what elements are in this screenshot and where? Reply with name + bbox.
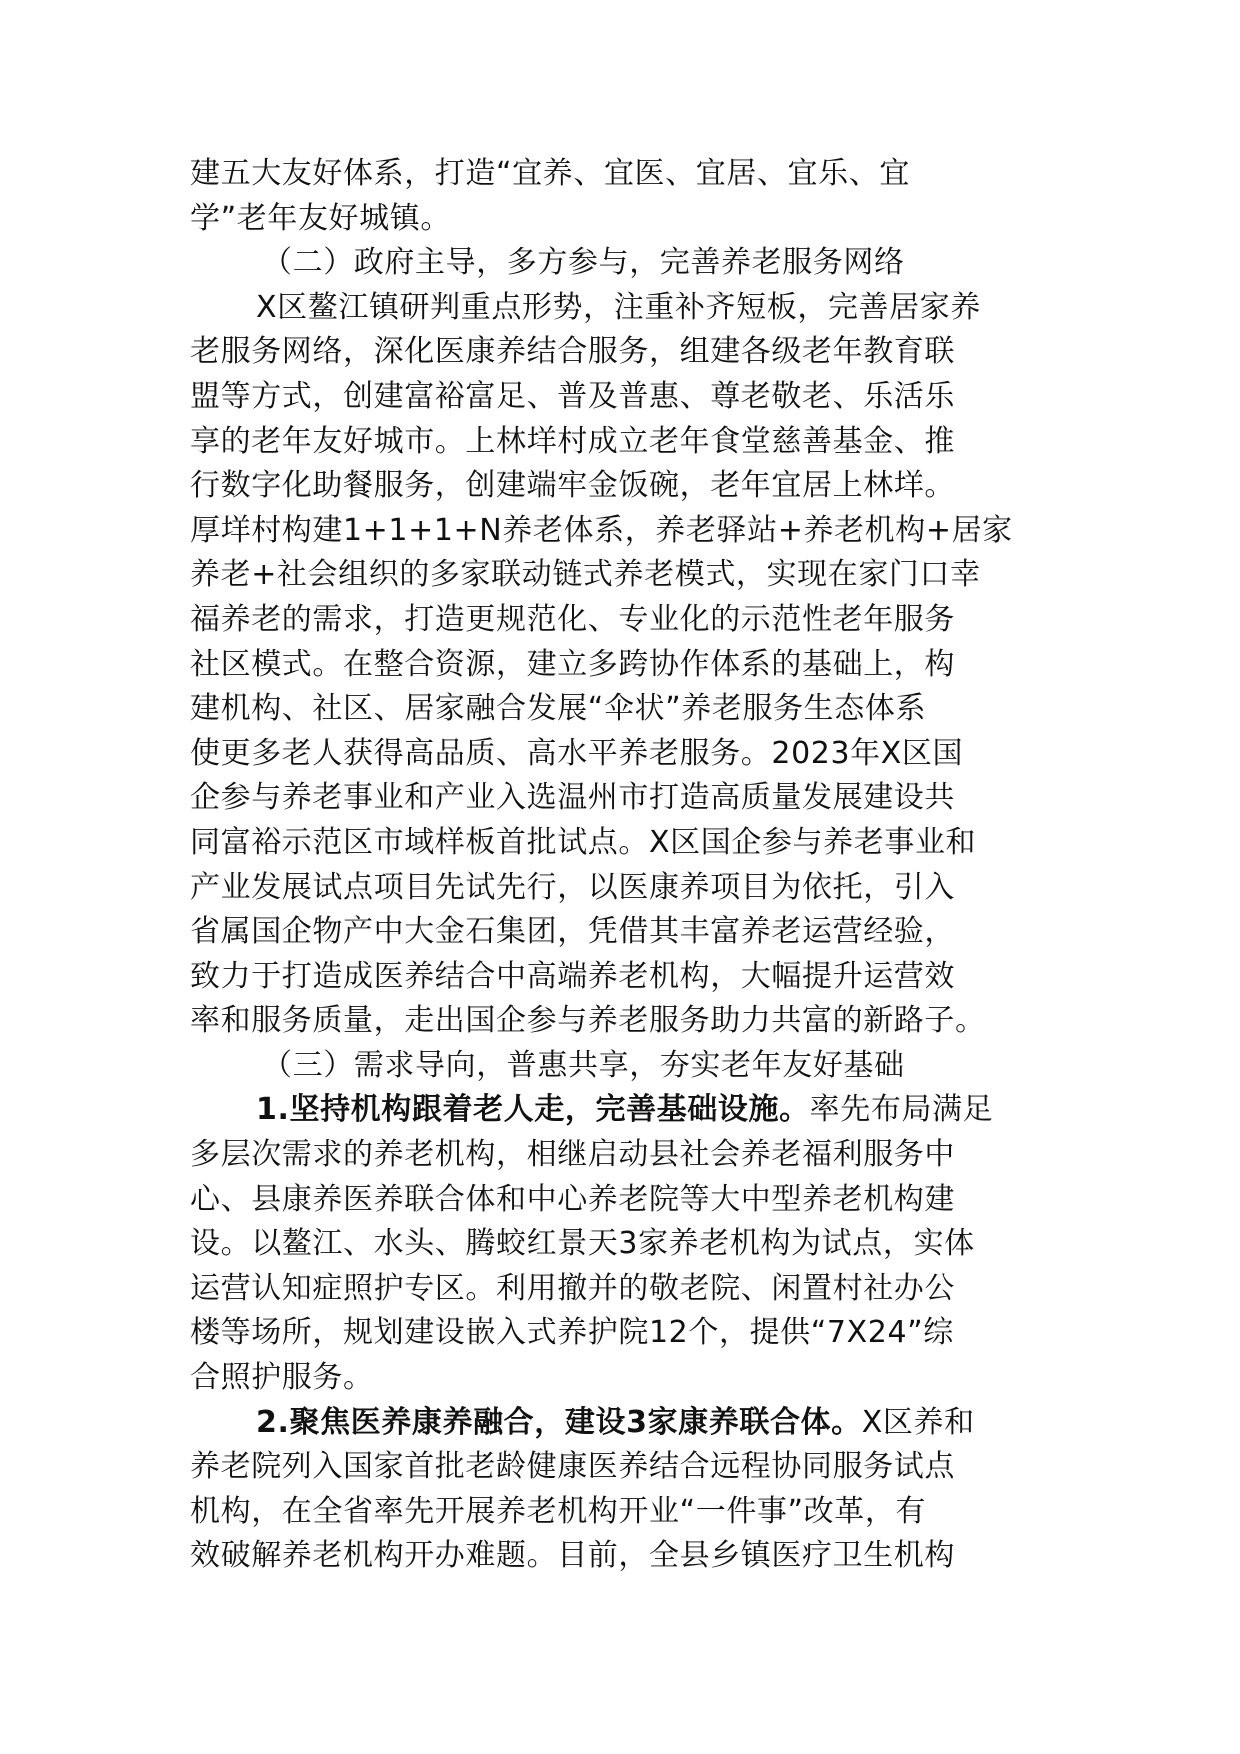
paragraph-line bbox=[190, 1088, 1060, 1133]
paragraph-line: X区鳌江镇研判重点形势，注重补齐短板，完善居家养 bbox=[256, 289, 981, 325]
paragraph-line: 福养老的需求，打造更规范化、专业化的示范性老年服务 bbox=[190, 601, 955, 637]
paragraph-line: 养老院列入国家首批老龄健康医养结合远程协同服务试点 bbox=[190, 1449, 955, 1485]
paragraph-line: 心、县康养医养联合体和中心养老院等大中型养老机构建 bbox=[190, 1181, 955, 1217]
line-text: X区养和 bbox=[861, 1404, 975, 1440]
paragraph-line: 设。以鳌江、水头、腾蛟红景天3家养老机构为试点，实体 bbox=[190, 1226, 975, 1262]
paragraph-line: 享的老年友好城市。上林垟村成立老年食堂慈善基金、推 bbox=[190, 423, 955, 459]
paragraph-line: 厚垟村构建1+1+1+N养老体系，养老驿站+养老机构+居家 bbox=[190, 512, 1013, 548]
paragraph-line: 老服务网络，深化医康养结合服务，组建各级老年教育联 bbox=[190, 334, 955, 370]
paragraph-line: 效破解养老机构开办难题。目前，全县乡镇医疗卫生机构 bbox=[190, 1538, 955, 1574]
bold-lead: 1.坚持机构跟着老人走，完善基础设施。 bbox=[256, 1092, 810, 1128]
line-text: 率先布局满足 bbox=[809, 1092, 994, 1128]
paragraph-line: 楼等场所，规划建设嵌入式养护院12个，提供“7X24”综 bbox=[190, 1315, 954, 1351]
paragraph-line: 多层次需求的养老机构，相继启动县社会养老福利服务中 bbox=[190, 1137, 955, 1173]
paragraph-line: 企参与养老事业和产业入选温州市打造高质量发展建设共 bbox=[190, 780, 955, 816]
paragraph-line: 产业发展试点项目先试先行，以医康养项目为依托，引入 bbox=[190, 869, 955, 905]
bold-lead: 2.聚焦医养康养融合，建设3家康养联合体。 bbox=[256, 1404, 862, 1440]
paragraph-line: 行数字化助餐服务，创建端牢金饭碗，老年宜居上林垟。 bbox=[190, 468, 955, 504]
body-text bbox=[190, 152, 1060, 1579]
paragraph-line: 运营认知症照护专区。利用撤并的敬老院、闲置村社办公 bbox=[190, 1270, 955, 1306]
paragraph-line: 机构，在全省率先开展养老机构开业“一件事”改革，有 bbox=[190, 1493, 927, 1529]
paragraph-line: 率和服务质量，走出国企参与养老服务助力共富的新路子。 bbox=[190, 1003, 986, 1039]
paragraph-line: 同富裕示范区市域样板首批试点。X区国企参与养老事业和 bbox=[190, 824, 977, 860]
paragraph-line bbox=[190, 1401, 1060, 1446]
paragraph-line: 合照护服务。 bbox=[190, 1360, 374, 1396]
paragraph-line: 使更多老人获得高品质、高水平养老服务。2023年X区国 bbox=[190, 735, 964, 771]
paragraph-line: 养老+社会组织的多家联动链式养老模式，实现在家门口幸 bbox=[190, 557, 981, 593]
section-heading: （三）需求导向，普惠共享，夯实老年友好基础 bbox=[262, 1047, 905, 1083]
paragraph-line: 建机构、社区、居家融合发展“伞状”养老服务生态体系 bbox=[190, 691, 927, 727]
paragraph-line: 盟等方式，创建富裕富足、普及普惠、尊老敬老、乐活乐 bbox=[190, 378, 955, 414]
paragraph-line: 建五大友好体系，打造“宜养、宜医、宜居、宜乐、宜 bbox=[190, 156, 910, 191]
section-heading: （二）政府主导，多方参与，完善养老服务网络 bbox=[262, 245, 905, 281]
paragraph-line: 省属国企物产中大金石集团，凭借其丰富养老运营经验， bbox=[190, 914, 955, 950]
paragraph-line: 学”老年友好城镇。 bbox=[190, 200, 451, 236]
paragraph-line: 社区模式。在整合资源，建立多跨协作体系的基础上，构 bbox=[190, 646, 955, 682]
paragraph-line: 致力于打造成医养结合中高端养老机构，大幅提升运营效 bbox=[190, 958, 955, 994]
